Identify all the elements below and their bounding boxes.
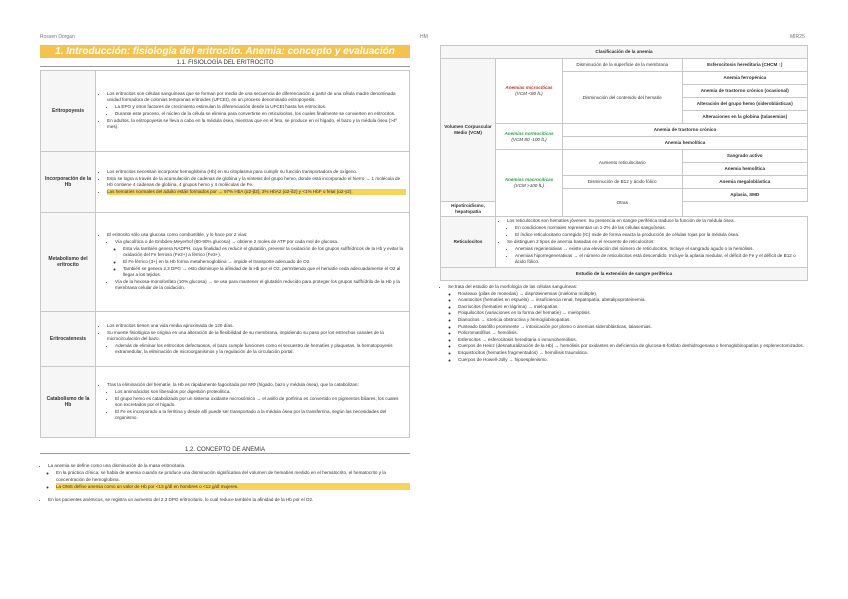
text-line: • Los eritrocitos son células sanguíneas que se forman por medio de una secuencia de diferenciación a partir de una célula madre denominada unidad formadora de colonias tempranas eritroides (UFCEt), en un proceso denominado eritropoyesis. <box>107 91 406 103</box>
text-line: • La EPO y otros factores de crecimiento estimulan la diferenciación desde la UFCEt hasta los eritrocitos. <box>115 104 406 110</box>
table-row <box>41 152 410 213</box>
smear-items <box>448 291 808 364</box>
text-line: • En adultos, la eritropoyesis se lleva a cabo en la médula ósea, mientras que en el feto, se produce en el hígado, el bazo y la médula ósea (>4º mes). <box>107 118 406 130</box>
result-cell: Aplasia, SMD <box>682 189 807 202</box>
smear-item: ◦ Cuerpos de Howell-Jolly → hipoesplenismo. <box>458 357 808 364</box>
text-line: • La anemia se define como una disminución de la masa eritrocitaria. <box>48 462 410 469</box>
smear-item: ◦ Acantocitos (hematíes en espuela) → insuficiencia renal, hepatopatía, abetalipoproteinemia. <box>458 297 808 304</box>
anemia-concept <box>40 462 410 503</box>
text-line: • Vía glucolítica o de Embden-Meyerhof (80-90% glucosa) → obtiene 2 moles de ATP por cada mol de glucosa. <box>115 239 406 245</box>
header-code: MIR25 <box>790 34 805 40</box>
smear-item: ◦ Poiquilocitos (variaciones en la forma del hematíe) → mieloptisis. <box>458 310 808 317</box>
text-line: ◦ Esta vía también genera NADPH, cuya finalidad es reducir el glutatión, prevenir la oxidación de los grupos sulfhídricos de la Hb y evitar la oxidación del Fe ferroso (Fe2+) a férrico (Fe3+). <box>123 246 406 258</box>
text-line: • Se distinguen 2 tipos de anemia basadas en el recuento de reticulocitos: <box>507 239 804 245</box>
header-author: Rossen Dorgan <box>40 34 75 40</box>
text-line: • Tras la eliminación del hematíe, la Hb es rápidamente fagocitada por MΦ (hígado, bazo y médula ósea), que la catabolizan: <box>107 382 406 388</box>
text-line: • Las hematíes normales del adulto están formados por → 97% HbA (α2-β2), 3% HbA2 (α2-δ2) y <1% HbF o fetal (α2-γ2). <box>107 189 406 195</box>
text-line: • En condiciones normales representan un 1-2% de las células sanguíneas. <box>515 225 804 231</box>
table-row <box>41 367 410 438</box>
text-line: • Los aminoácidos son liberados por digestión proteolítica. <box>115 389 406 395</box>
text-line: • Anemias hiporregenerativas → el número de reticulocitos está descendido. Incluye la aplasia medular, el déficit de Fe y el déficit de B12 o ácido fólico. <box>515 253 804 265</box>
cause-cell: Aumento reticulocitario <box>563 150 683 176</box>
table-row <box>41 213 410 312</box>
physiology-table <box>40 70 410 438</box>
smear-item: ◦ Esquistocitos (hematíes fragmentados) → hemólisis traumática. <box>458 350 808 357</box>
smear-item: ◦ Dianocitos → ictericia obstructiva y hemoglobinopatías. <box>458 317 808 324</box>
cause-cell: Disminución del contenido del hematíe <box>563 72 683 124</box>
smear-title: Estudio de la extensión de sangre periférica <box>441 268 808 281</box>
text-line: • Los eritrocitos necesitan incorporar hemoglobina (Hb) en su citoplasma para cumplir su función transportadora de oxígeno. <box>107 169 406 175</box>
classification-title: Clasificación de la anemia <box>441 46 808 59</box>
table-row <box>441 124 808 137</box>
smear-item: ◦ Esferocitos → esferocitosis hereditaria o inmunohemólisis. <box>458 337 808 344</box>
text-line: • Los eritrocitos tienen una vida media aproximada de 120 días. <box>107 323 406 329</box>
text-line: • El Fe es incorporado a la ferritina y desde allí puede ser transportado a la médula ósea por la transferrina, según las necesidades del organismo. <box>115 409 406 421</box>
table-row <box>441 268 808 281</box>
smear-item: ◦ Cuerpos de Heinz (desnaturalización de la Hb) → hemólisis por oxidantes en deficiencia de glucosa-6-fosfato deshidrogenasa o hemoglobinopatías y esplenectomizados. <box>458 343 808 350</box>
text-line: • En los pacientes anémicos, se registra un aumento del 2,3 DPG eritrocitario, lo cual reduce también la afinidad de la Hb por el O2. <box>48 496 410 503</box>
result-cell: Alteración del grupo hemo (sideroblásticas) <box>682 98 807 111</box>
row-label-eritrocatenesis: Eritrocatenesis <box>41 312 96 367</box>
micro-label: Anemias microcíticas <box>505 85 553 90</box>
macro-label: Anemias macrocíticas <box>504 177 554 182</box>
result-cell: Esferocitosis hereditaria (CHCM ↑) <box>682 59 807 72</box>
text-line: ◦ En la práctica clínica, se habla de anemia cuando se produce una disminución significativa del volumen de hematíes medido en el hematocrito, el hematocrito y la concentración de hemoglobina. <box>56 469 410 483</box>
text-line: • El eritrocito sólo usa glucosa como combustible, y lo hace por 2 vías: <box>107 232 406 238</box>
row-label-catabolismo: Catabolismo de la Hb <box>41 367 96 438</box>
table-row <box>441 150 808 163</box>
result-cell: Anemia ferropénica <box>682 72 807 85</box>
result-cell: Anemia hemolítica <box>682 163 807 176</box>
section-heading-physiology: 1.1. FISIOLOGÍA DEL ERITROCITO <box>40 60 410 67</box>
normo-label: Anemias normocíticas <box>504 130 554 136</box>
result-cell: Anemia megaloblástica <box>682 176 807 189</box>
result-cell: Anemia hemolítica <box>563 137 808 150</box>
normo-range: (VCM 80 -100 fL) <box>511 136 547 142</box>
classification-table <box>440 45 808 281</box>
header-center: HM <box>420 34 428 40</box>
micro-range: (VCM <80 fL) <box>515 91 543 96</box>
text-line: ◦ El Fe férrico (3+) en la Hb forma metahemoglobina → impide el transporte adecuado de O2. <box>123 259 406 265</box>
text-line: • Se trata del estudio de la morfología de las células sanguíneas: <box>448 284 808 291</box>
row-label-metabolism: Metabolismo del eritrocito <box>41 213 96 312</box>
table-row <box>41 71 410 152</box>
page-title: 1. Introducción: fisiología del eritrocito. Anemia: concepto y evaluación <box>40 45 410 58</box>
smear-item: ◦ Dacriocitos (hematíes en lágrima) → mielopatías. <box>458 304 808 311</box>
result-cell: Anemia de trastorno crónico <box>563 124 808 137</box>
result-cell: Hipotiroidismo, hepatopatía <box>441 202 496 217</box>
smear-item: ◦ Policromatófilos → hemólisis. <box>458 330 808 337</box>
result-cell: Anemia de trastorno crónico (ocasional) <box>682 85 807 98</box>
smear-list <box>440 284 808 363</box>
cause-cell: Disminución de la superficie de la membrana <box>563 59 683 72</box>
text-line: • Los reticulocitos son hematíes jóvenes. Su presencia en sangre periférica traduce la función de la médula ósea. <box>507 218 804 224</box>
vcm-label: Volumen Corpuscular Medio (VCM) <box>441 59 496 202</box>
text-line: • Vía de la hexosa-monofosfato (10% glucosa) → se usa para mantener el glutatión reducido para proteger los grupos sulfhídrilo de la Hb y la membrana celular de la oxidación. <box>115 279 406 291</box>
result-cell: Alteraciones en la globina (talasemias) <box>682 111 807 124</box>
text-line: • Durante este proceso, el núcleo de la célula se elimina para convertirse en reticulocitos, los cuales finalmente se convierten en eritrocitos. <box>115 111 406 117</box>
cause-cell: Disminución de B12 y ácido fólico <box>563 176 683 189</box>
text-line: ◦ También se genera 2,3 DPG → esto disminuye la afinidad de la Hb por el O2, permitiendo que el hematíe ceda adecuadamente el O2 al llegar a los tejidos. <box>123 266 406 278</box>
text-line: • Esto se logra a través de la acumulación de cadenas de globina y la síntesis del grupo hemo, donde está incorporado el hierro → 1 molécula de Hb contiene 4 cadenas de globina, 4 grupos hemo y 4 moléculas de Fe. <box>107 176 406 188</box>
section-heading-anemia: 1.2. CONCEPTO DE ANEMIA <box>40 447 410 454</box>
text-line: • El índice reticulocitario corregido (IC) mide de forma exacta la producción de células rojas por la médula ósea. <box>515 232 804 238</box>
table-row <box>441 217 808 268</box>
text-line: • El grupo hemo es catabolizado por un sistema oxidante microsómico → el anillo de porfirina es convertido en pigmentos biliares, los cuales son excretados por el hígado. <box>115 396 406 408</box>
table-row <box>441 59 808 72</box>
table-row <box>441 46 808 59</box>
text-line: ◦ La OMS define anemia como un valor de Hb por <13 g/dl en hombres o <12 g/dl mujeres. <box>56 483 410 490</box>
row-label-eritropoyesis: Eritropoyesis <box>41 71 96 152</box>
result-cell: Sangrado activo <box>682 150 807 163</box>
smear-item: ◦ Punteado basófilo prominente → intoxicación por plomo o anemias sideroblásticas, talasemias. <box>458 324 808 331</box>
text-line: • Su muerte fisiológica se origina en una alteración de la flexibilidad de su membrana, impidiendo su paso por los estrechos canales de la microcirculación del bazo. <box>107 330 406 342</box>
text-line: • Anemias regenerativas → existe una elevación del número de reticulocitos. Incluye el sangrado agudo o la hemólisis. <box>515 246 804 252</box>
table-row <box>41 312 410 367</box>
text-line: • Además de eliminar los eritrocitos defectuosos, el bazo cumple funciones como el secuestro de hematíes y plaquetas, la hematopoyesis extramedular, la eliminación de microorganismos y la regulación de la circulación portal. <box>115 343 406 355</box>
cause-cell: Otras <box>563 189 683 217</box>
smear-item: ◦ Rouleaux (pilas de monedas) → disproteinemias (mieloma múltiple). <box>458 291 808 298</box>
row-label-hb: Incorporación de la Hb <box>41 152 96 213</box>
macro-range: (VCM >100 fL) <box>514 183 544 188</box>
row-label-reticulocitos: Reticulocitos <box>441 217 496 268</box>
